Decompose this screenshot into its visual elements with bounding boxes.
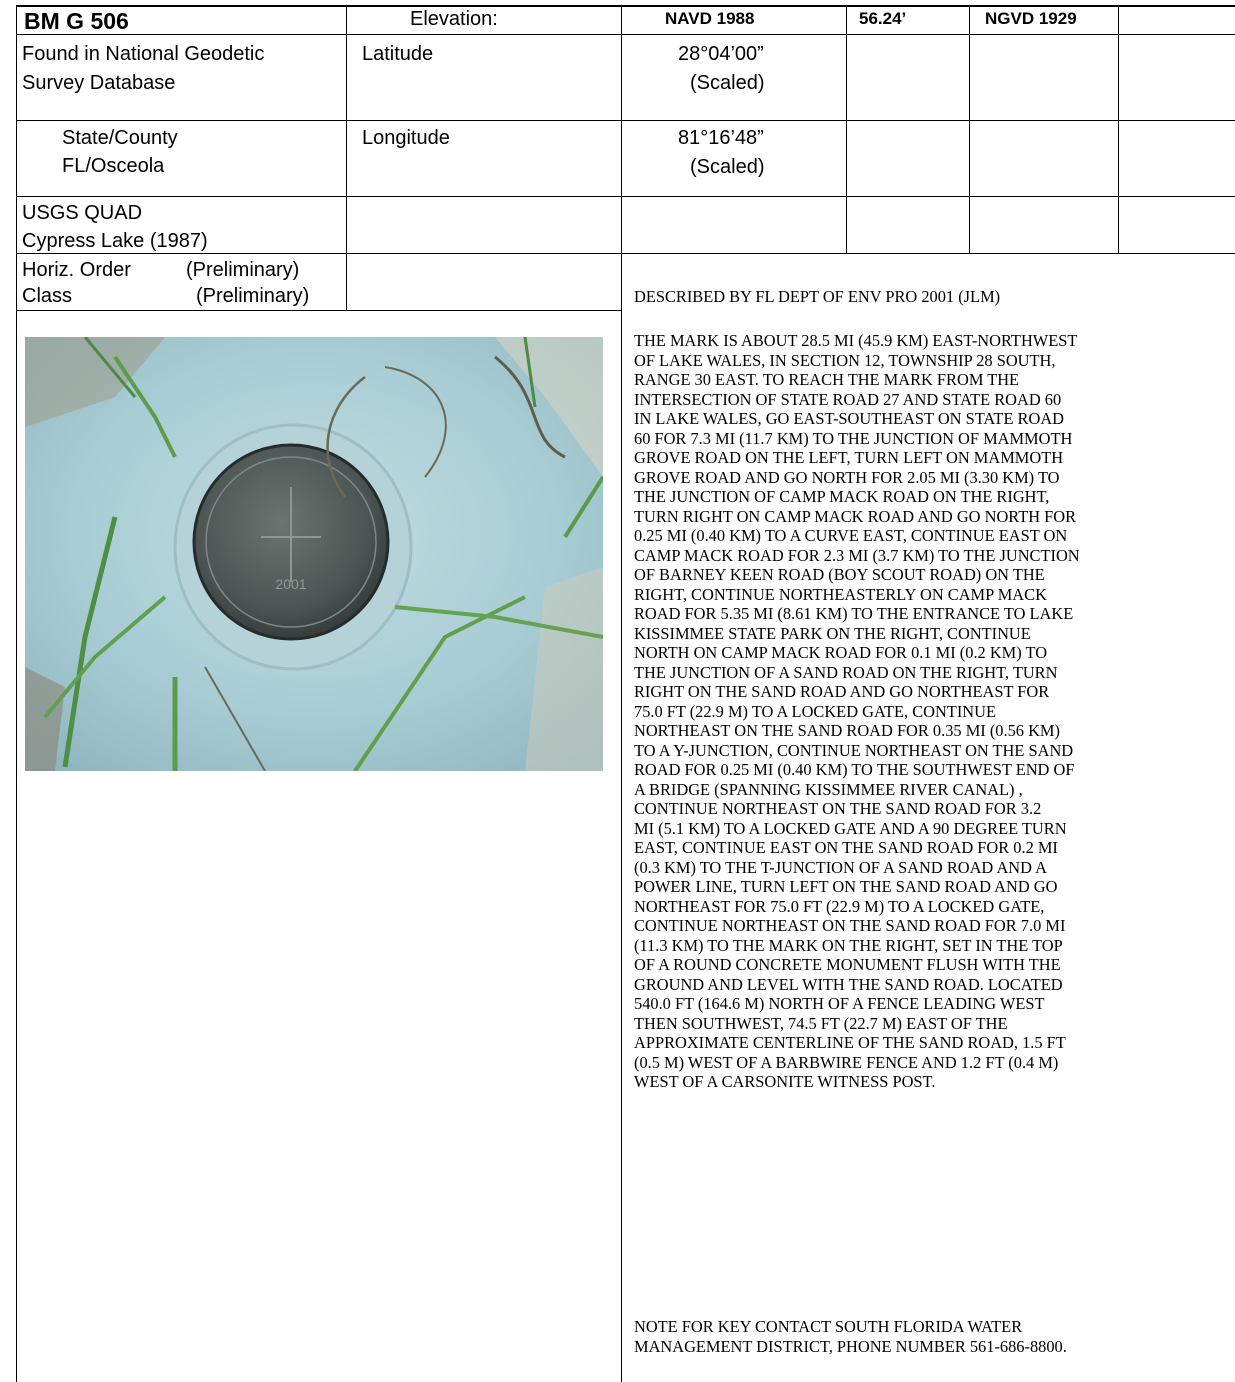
description-body-line: OF BARNEY KEEN ROAD (BOY SCOUT ROAD) ON THE — [634, 565, 1045, 584]
found-in-line1: Found in National Geodetic — [22, 43, 265, 65]
horiz-order-value: (Preliminary) — [186, 259, 300, 281]
latitude-label: Latitude — [362, 43, 434, 65]
state-county-label: State/County — [62, 127, 178, 149]
description-body-line: CONTINUE NORTHEAST ON THE SAND ROAD FOR 7.0 MI — [634, 916, 1066, 935]
datum-navd: NAVD 1988 — [665, 9, 755, 28]
table-col-4 — [969, 5, 970, 253]
description-body-line: RIGHT ON THE SAND ROAD AND GO NORTHEAST FOR — [634, 682, 1050, 701]
description-body-line: POWER LINE, TURN LEFT ON THE SAND ROAD AND GO — [634, 877, 1058, 896]
description-body-line: CONTINUE NORTHEAST ON THE SAND ROAD FOR 3.2 — [634, 799, 1042, 818]
datum-ngvd: NGVD 1929 — [985, 9, 1077, 28]
description-body-line: ROAD FOR 5.35 MI (8.61 KM) TO THE ENTRANCE TO LAKE — [634, 604, 1074, 623]
table-col-1 — [346, 5, 347, 310]
description-body-line: IN LAKE WALES, GO EAST-SOUTHEAST ON STATE ROAD — [634, 409, 1065, 428]
description-body-line: INTERSECTION OF STATE ROAD 27 AND STATE ROAD 60 — [634, 389, 1062, 409]
table-line-row5 — [16, 310, 621, 311]
horiz-order-label: Horiz. Order — [22, 259, 131, 281]
elevation-label: Elevation: — [410, 8, 498, 30]
description-body-line: OF A ROUND CONCRETE MONUMENT FLUSH WITH THE — [634, 955, 1061, 974]
found-in-line2: Survey Database — [22, 72, 176, 94]
table-line-row3 — [16, 196, 1235, 197]
description-body-line: 540.0 FT (164.6 M) NORTH OF A FENCE LEADING WEST — [634, 994, 1045, 1013]
description-body — [634, 331, 1234, 1092]
description-body-line: THE JUNCTION OF CAMP MACK ROAD ON THE RIGHT, — [634, 487, 1050, 506]
description-body-line: (0.5 M) WEST OF A BARBWIRE FENCE AND 1.2 FT (0.4 M) — [634, 1052, 1059, 1072]
description-body-line: CAMP MACK ROAD FOR 2.3 MI (3.7 KM) TO THE JUNCTION — [634, 545, 1080, 565]
description-body-line: APPROXIMATE CENTERLINE OF THE SAND ROAD, 1.5 FT — [634, 1033, 1066, 1052]
description-body-line: NORTHEAST FOR 75.0 FT (22.9 M) TO A LOCKED GATE, — [634, 896, 1045, 916]
description-body-line: RIGHT, CONTINUE NORTHEASTERLY ON CAMP MACK — [634, 584, 1047, 604]
state-county-value: FL/Osceola — [62, 155, 165, 177]
description-body-line: 75.0 FT (22.9 M) TO A LOCKED GATE, CONTINUE — [634, 701, 996, 721]
table-line-row1 — [16, 34, 1235, 35]
description-body-line: RANGE 30 EAST. TO REACH THE MARK FROM THE — [634, 370, 1020, 389]
table-col-2 — [621, 5, 622, 1382]
description-body-line: TURN RIGHT ON CAMP MACK ROAD AND GO NORTH FOR — [634, 506, 1077, 526]
description-note — [634, 1317, 1234, 1356]
description-note-line: NOTE FOR KEY CONTACT SOUTH FLORIDA WATER — [634, 1317, 1023, 1336]
mark-id: BM G 506 — [24, 8, 129, 34]
description-body-line: THE MARK IS ABOUT 28.5 MI (45.9 KM) EAST-NORTHWEST — [634, 331, 1078, 350]
description-body-line: OF LAKE WALES, IN SECTION 12, TOWNSHIP 28 SOUTH, — [634, 350, 1056, 370]
description-body-line: GROUND AND LEVEL WITH THE SAND ROAD. LOCATED — [634, 974, 1063, 994]
description-body-line: NORTH ON CAMP MACK ROAD FOR 0.1 MI (0.2 KM) TO — [634, 643, 1048, 662]
description-body-line: THEN SOUTHWEST, 74.5 FT (22.7 M) EAST OF THE — [634, 1013, 1008, 1033]
description-body-line: EAST, CONTINUE EAST ON THE SAND ROAD FOR 0.2 MI — [634, 838, 1058, 857]
description-body-line: MI (5.1 KM) TO A LOCKED GATE AND A 90 DEGREE TURN — [634, 818, 1067, 838]
description-body-line: WEST OF A CARSONITE WITNESS POST. — [634, 1072, 936, 1091]
survey-mark-photo — [25, 337, 603, 771]
description-body-line: (11.3 KM) TO THE MARK ON THE RIGHT, SET IN THE TOP — [634, 935, 1063, 955]
description-body-line: NORTHEAST ON THE SAND ROAD FOR 0.35 MI (0.56 KM) — [634, 721, 1060, 740]
class-label: Class — [22, 285, 73, 307]
description-body-line: TO A Y-JUNCTION, CONTINUE NORTHEAST ON THE SAND — [634, 740, 1074, 760]
quad-value: Cypress Lake (1987) — [22, 230, 208, 252]
description-body-line: GROVE ROAD AND GO NORTH FOR 2.05 MI (3.30 KM) TO — [634, 467, 1060, 487]
longitude-value: 81°16’48” — [678, 127, 764, 149]
elevation-value: 56.24’ — [859, 9, 907, 28]
description-body-line: A BRIDGE (SPANNING KISSIMMEE RIVER CANAL) , — [634, 779, 1023, 799]
table-line-row2 — [16, 120, 1235, 121]
quad-label: USGS QUAD — [22, 202, 143, 224]
description-byline: DESCRIBED BY FL DEPT OF ENV PRO 2001 (JLM) — [634, 287, 1001, 306]
table-border-left — [16, 5, 17, 1382]
description-body-line: THE JUNCTION OF A SAND ROAD ON THE RIGHT, TURN — [634, 662, 1058, 682]
class-value: (Preliminary) — [196, 285, 310, 307]
table-col-5 — [1118, 5, 1119, 253]
disk-number-text: 2001 — [275, 576, 307, 592]
description-note-line: MANAGEMENT DISTRICT, PHONE NUMBER 561-686-8800. — [634, 1336, 1067, 1356]
latitude-note: (Scaled) — [690, 72, 765, 94]
description-body-line: GROVE ROAD ON THE LEFT, TURN LEFT ON MAMMOTH — [634, 448, 1064, 467]
longitude-note: (Scaled) — [690, 156, 765, 178]
longitude-label: Longitude — [362, 127, 450, 149]
latitude-value: 28°04’00” — [678, 43, 764, 65]
table-col-3 — [846, 5, 847, 253]
description-body-line: 0.25 MI (0.40 KM) TO A CURVE EAST, CONTINUE EAST ON — [634, 526, 1068, 545]
description-body-line: ROAD FOR 0.25 MI (0.40 KM) TO THE SOUTHWEST END OF — [634, 760, 1075, 779]
description-body-line: 60 FOR 7.3 MI (11.7 KM) TO THE JUNCTION OF MAMMOTH — [634, 428, 1073, 448]
description-body-line: (0.3 KM) TO THE T-JUNCTION OF A SAND ROAD AND A — [634, 857, 1047, 877]
description-body-line: KISSIMMEE STATE PARK ON THE RIGHT, CONTINUE — [634, 623, 1031, 643]
